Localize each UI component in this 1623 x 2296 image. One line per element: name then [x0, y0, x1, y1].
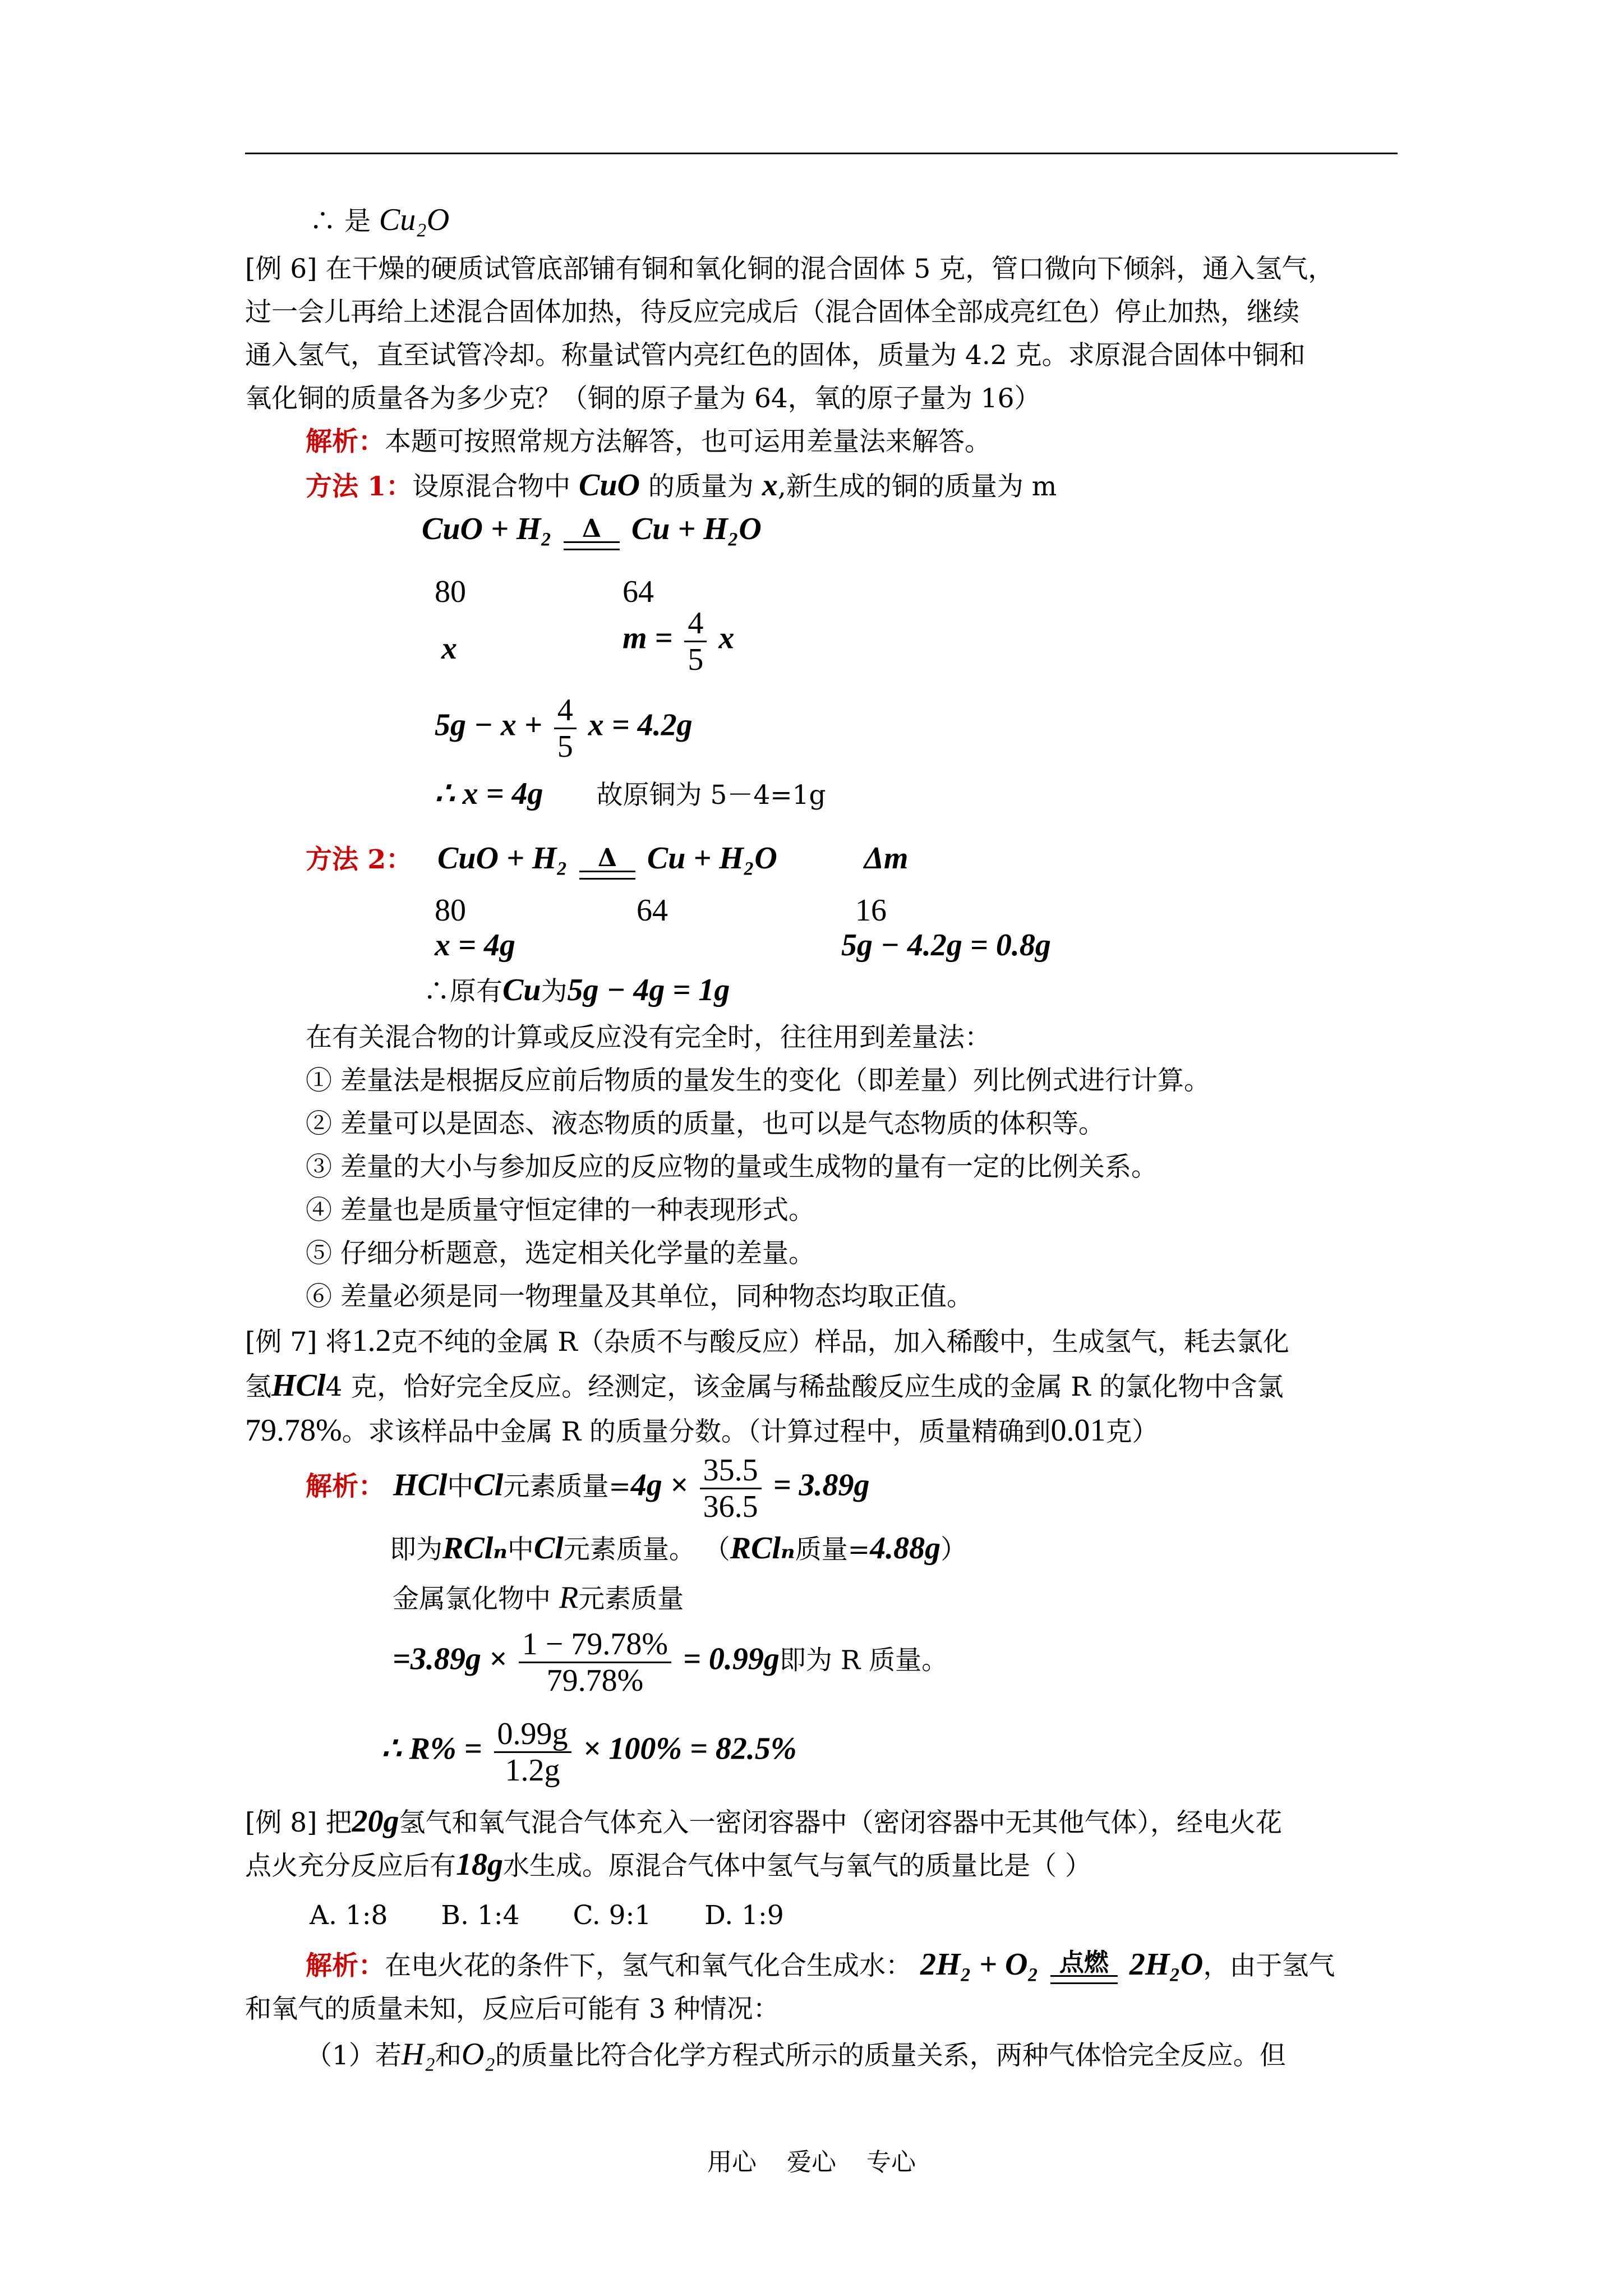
ignite-condition: 点燃 [1059, 1948, 1109, 1977]
ignite-arrow [1050, 1950, 1118, 1984]
method1-text-b: 的质量为 [648, 471, 754, 502]
r2-c: 中 [507, 1534, 534, 1565]
rcl-line [390, 1531, 967, 1567]
m2-mass-16: 16 [855, 893, 887, 928]
mass-equation [435, 693, 693, 764]
m2-mass-80: 80 [435, 893, 466, 928]
ex7-1c: 克不纯的金属 R（杂质不与酸反应）样品，加入稀酸中，生成氢气，耗去氯化 [391, 1327, 1289, 1358]
point-6: ⑥ 差量必须是同一物理量及其单位，同种物态均取正值。 [306, 1281, 973, 1312]
ex7-1a: [例 7] 将 [245, 1327, 352, 1358]
points-intro: 在有关混合物的计算或反应没有完全时，往往用到差量法： [306, 1022, 991, 1053]
result-line [435, 777, 826, 812]
analysis2-label: 解析： [306, 1471, 385, 1502]
r5-result: × 100% = 82.5% [583, 1731, 797, 1766]
m2-result [423, 973, 730, 1009]
jx2-result: = 3.89g [773, 1467, 870, 1503]
frac-num-b: 4 [554, 693, 577, 729]
equation1 [422, 509, 762, 550]
example7-line3 [245, 1414, 1158, 1449]
analysis3-line [306, 1947, 1335, 1984]
ex8-1a: [例 8] 把 [245, 1807, 352, 1838]
example8-line1 [245, 1805, 1282, 1840]
point-4: ④ 差量也是质量守恒定律的一种表现形式。 [306, 1195, 815, 1226]
r2-e: 元素质量。 （ [563, 1534, 730, 1565]
therefore-text: ∴ 是 [310, 206, 371, 237]
r3-a: 金属氯化物中 [393, 1584, 559, 1614]
frac-36: 36.5 [703, 1489, 758, 1524]
var-x-2: x [718, 620, 735, 656]
case1-line [306, 2037, 1286, 2073]
frac-den: 5 [688, 642, 704, 677]
rcln-mass: 4.88g [870, 1531, 941, 1566]
r-mass-line [393, 1581, 684, 1616]
r4-c: 即为 R 质量。 [779, 1645, 948, 1676]
frac-099: 0.99g [494, 1717, 571, 1753]
hcl-formula: HCl [393, 1467, 448, 1503]
r2-g: 质量= [795, 1534, 870, 1565]
cl-symbol-2: Cl [533, 1531, 564, 1566]
method1-text-c: ,新生成的铜的质量为 m [777, 471, 1057, 502]
fraction-percent [519, 1627, 671, 1698]
result-copper: 故原铜为 5－4=1g [596, 780, 826, 811]
example6-line4: 氧化铜的质量各为多少克？（铜的原子量为 64，氧的原子量为 16） [245, 383, 1041, 414]
cl-symbol: Cl [473, 1467, 504, 1503]
r-percent-calc [381, 1717, 797, 1788]
var-x: x [762, 468, 778, 503]
m2-result-c: 5g − 4g = 1g [567, 973, 730, 1007]
r4-a: =3.89g × [393, 1641, 507, 1677]
o2-formula: O₂ [461, 2037, 495, 2072]
formula-cu: Cu [502, 973, 541, 1007]
delta-symbol-2: Δ [597, 844, 617, 872]
jx2-b: 中 [447, 1471, 474, 1502]
frac-12: 1.2g [505, 1753, 560, 1788]
heat-arrow [564, 514, 620, 550]
m2-x-value: x = 4g [435, 928, 515, 963]
fraction-4-5 [684, 606, 707, 677]
jx3-products: 2H₂O [1129, 1947, 1204, 1982]
jx3-b: ，由于氢气 [1203, 1950, 1335, 1981]
analysis-text: 本题可按照常规方法解答，也可运用差量法来解答。 [385, 426, 991, 457]
ex7-percent: 79.78% [245, 1413, 342, 1448]
r4-result: = 0.99g [683, 1641, 780, 1677]
options-line [310, 1899, 784, 1932]
eq2-products: Cu + H₂O [647, 841, 777, 876]
rcln-formula-2: RClₙ [730, 1531, 795, 1566]
analysis-label: 解析： [306, 426, 385, 457]
m2-result-b: 为 [541, 976, 568, 1007]
example6-line3: 通入氢气，直至试管冷却。称量试管内亮红色的固体，质量为 4.2 克。求原混合固体中铜和 [245, 340, 1306, 371]
example8-line2 [245, 1848, 1091, 1883]
point-5: ⑤ 仔细分析题意，选定相关化学量的差量。 [306, 1238, 815, 1269]
example6-line2: 过一会儿再给上述混合固体加热，待反应完成后（混合固体全部成亮红色）停止加热，继续 [245, 297, 1299, 328]
eq2-reactants: CuO + H₂ [437, 841, 568, 876]
fraction-099-12 [494, 1717, 571, 1788]
jx3-a: 在电火花的条件下，氢气和氧气化合生成水： [385, 1950, 912, 1981]
example6-line1: [例 6] 在干燥的硬质试管底部铺有铜和氧化铜的混合固体 5 克，管口微向下倾斜，通入氢气， [245, 254, 1335, 284]
m2-result-a: ∴原有 [423, 976, 502, 1007]
ex7-2a: 氢 [245, 1372, 271, 1402]
delta-symbol: Δ [582, 514, 601, 543]
jx3-reactants: 2H₂ + O₂ [920, 1947, 1039, 1982]
c1-c: 和 [435, 2040, 462, 2071]
frac-35: 35.5 [700, 1453, 762, 1489]
option-a: A. 1:8 [310, 1900, 388, 1931]
option-b: B. 1:4 [441, 1900, 520, 1931]
conclusion-line [310, 203, 449, 238]
formula-cuo: CuO [579, 468, 640, 503]
analysis2-line [306, 1453, 869, 1524]
ex8-mass-18: 18g [456, 1847, 503, 1882]
eq1-reactants: CuO + H₂ [422, 512, 552, 546]
ex8-2a: 点火充分反应后有 [245, 1851, 456, 1881]
point-2: ② 差量可以是固态、液态物质的质量，也可以是气态物质的体积等。 [306, 1108, 1105, 1139]
heat-arrow-2 [579, 846, 635, 880]
method2-line [306, 839, 908, 880]
page-footer: 用心 爱心 专心 [707, 2148, 916, 2177]
method1-text-a: 设原混合物中 [412, 471, 571, 502]
delta-m: Δm [864, 841, 909, 876]
fraction-35-36 [700, 1453, 762, 1524]
analysis3-line2: 和氧气的质量未知，反应后可能有 3 种情况： [245, 1994, 780, 2024]
ex7-2c: 4 克，恰好完全反应。经测定，该金属与稀盐酸反应生成的金属 R 的氯化物中含氯 [325, 1372, 1284, 1402]
analysis1-line [306, 425, 991, 459]
analysis3-label: 解析： [306, 1950, 385, 1981]
eq-left: 5g − x + [435, 707, 542, 743]
var-x-row: x [441, 631, 457, 666]
h2-formula: H₂ [401, 2037, 435, 2072]
formula-cu2o: Cu₂O [379, 203, 450, 237]
r-symbol: R [559, 1580, 579, 1615]
method2-label: 方法 2： [306, 844, 413, 875]
header-rule [245, 153, 1398, 154]
frac-percent-den: 79.78% [546, 1663, 644, 1698]
point-3: ③ 差量的大小与参加反应的反应物的量或生成物的量有一定的比例关系。 [306, 1152, 1158, 1182]
ex7-3b: 。求该样品中金属 R 的质量分数。（计算过程中，质量精确到 [342, 1416, 1051, 1447]
r-mass-calc [393, 1627, 948, 1698]
frac-percent-num: 1 − 79.78% [519, 1627, 671, 1663]
ex8-1c: 氢气和氧气混合气体充入一密闭容器中（密闭容器中无其他气体），经电火花 [399, 1807, 1282, 1838]
option-d: D. 1:9 [704, 1900, 784, 1931]
formula-hcl: HCl [271, 1368, 326, 1403]
eq1-products: Cu + H₂O [631, 512, 762, 546]
method1-line [306, 468, 1057, 504]
m-expression [623, 606, 734, 677]
example7-line2 [245, 1369, 1284, 1404]
ex7-mass: 1.2 [352, 1323, 391, 1358]
frac-num: 4 [684, 606, 707, 642]
c1-e: 的质量比符合化学方程式所示的质量关系，两种气体恰完全反应。但 [495, 2040, 1286, 2071]
point-1: ① 差量法是根据反应前后物质的量发生的变化（即差量）列比例式进行计算。 [306, 1065, 1210, 1096]
m-equals: m = [623, 620, 673, 656]
m2-difference: 5g − 4.2g = 0.8g [841, 928, 1051, 963]
jx2-d: 元素质量= [503, 1471, 631, 1502]
result-x: ∴ x = 4g [435, 776, 543, 811]
jx2-e: 4g × [630, 1467, 688, 1503]
ex8-mass-20: 20g [352, 1804, 399, 1839]
fraction-4-5-b [554, 693, 577, 764]
mass-64: 64 [623, 574, 654, 609]
option-c: C. 9:1 [573, 1900, 652, 1931]
ex7-3d: 克） [1105, 1416, 1159, 1447]
ex8-2c: 水生成。原混合气体中氢气与氧气的质量比是（ ） [503, 1851, 1091, 1881]
example7-line1 [245, 1324, 1289, 1359]
r2-i: ） [940, 1534, 967, 1565]
eq-right: x = 4.2g [588, 707, 693, 743]
c1-a: （1）若 [306, 2040, 402, 2071]
frac-den-b: 5 [557, 729, 573, 764]
mass-80: 80 [435, 574, 466, 609]
m2-mass-64: 64 [637, 893, 668, 928]
r5-a: ∴ R% = [381, 1731, 482, 1766]
r2-a: 即为 [390, 1534, 442, 1565]
method1-label: 方法 1： [306, 471, 413, 502]
rcln-formula: RClₙ [442, 1531, 508, 1566]
r3-c: 元素质量 [578, 1584, 684, 1614]
ex7-precision: 0.01 [1050, 1413, 1106, 1448]
